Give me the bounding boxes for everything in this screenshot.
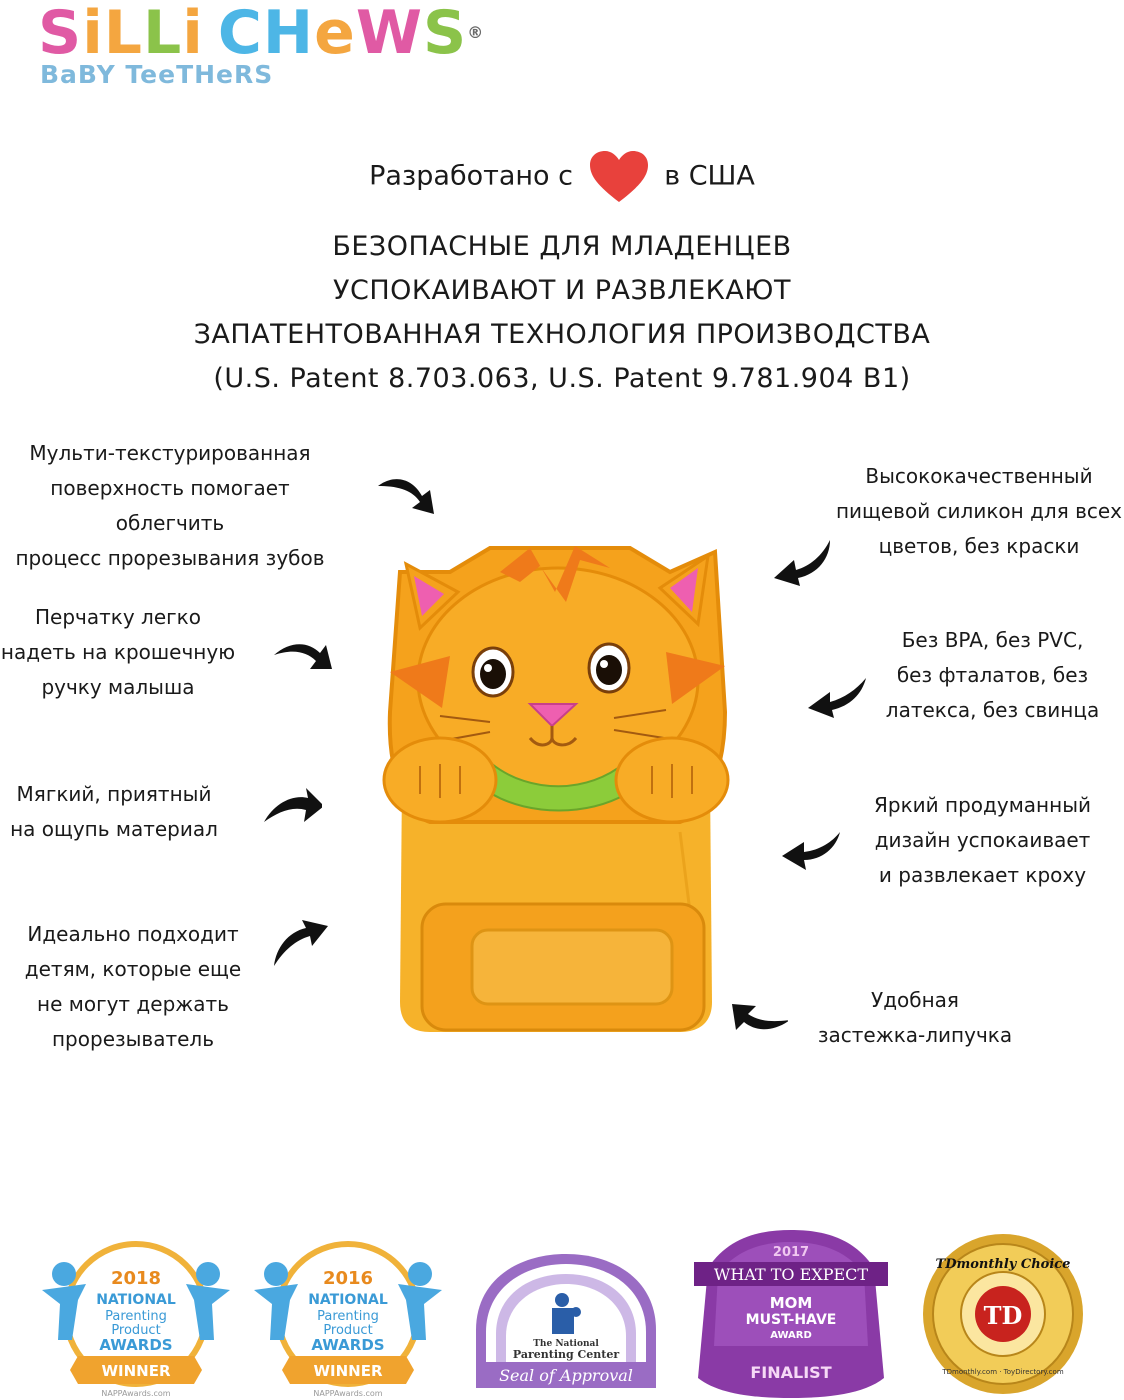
feature-line: поверхность помогает облегчить — [50, 476, 290, 535]
feature-line: ручку малыша — [41, 675, 195, 699]
badge-line: NATIONAL — [308, 1292, 388, 1308]
teething-mitten-image — [380, 532, 730, 1037]
feature-line: застежка-липучка — [817, 1023, 1013, 1047]
feature-line: Яркий продуманный — [874, 793, 1091, 817]
badge-line: AWARDS — [99, 1336, 173, 1354]
badge-center: TD — [983, 1301, 1023, 1330]
badge-line: MUST-HAVE — [745, 1312, 837, 1328]
badge-ribbon: WINNER — [313, 1362, 383, 1380]
logo-letter: e — [314, 0, 356, 68]
badge-line: WHAT TO EXPECT — [713, 1265, 869, 1284]
logo-title — [38, 0, 467, 66]
key-benefits — [0, 225, 1124, 401]
feature-multi-texture — [0, 436, 340, 576]
heart-icon — [588, 150, 650, 204]
feature-line: без фталатов, без — [896, 663, 1089, 687]
badge-line: Product — [111, 1323, 161, 1338]
logo-letter: H — [262, 0, 315, 68]
feature-line: пищевой силикон для всех — [835, 499, 1123, 523]
benefit-line: УСПОКАИВАЮТ И РАЗВЛЕКАЮТ — [333, 275, 791, 306]
feature-line: не могут держать — [37, 992, 229, 1016]
feature-line: Без BPA, без PVC, — [901, 628, 1084, 652]
feature-line: процесс прорезывания зубов — [15, 546, 325, 570]
feature-line: Перчатку легко — [35, 605, 201, 629]
feature-line: детям, которые еще — [24, 957, 242, 981]
badge-ribbon: FINALIST — [750, 1363, 832, 1382]
logo-letter: W — [355, 0, 423, 68]
curved-arrow-icon — [272, 920, 332, 966]
badge-year: 2016 — [322, 1268, 374, 1289]
feature-line: на ощупь материал — [10, 817, 218, 841]
logo-letter: S — [423, 0, 468, 68]
badge-footer: NAPPAwards.com — [101, 1389, 171, 1398]
feature-bright-design — [860, 788, 1105, 893]
logo-letter: C — [217, 0, 263, 68]
made-prefix: Разработано с — [369, 160, 574, 192]
feature-ideal-for — [18, 917, 248, 1057]
tdmonthly-seal — [918, 1232, 1088, 1396]
brand-logo — [38, 0, 484, 66]
feature-bpa-free — [870, 623, 1115, 728]
feature-line: цветов, без краски — [878, 534, 1080, 558]
logo-registered: ® — [467, 23, 485, 42]
curved-arrow-icon — [772, 540, 832, 586]
badge-footer: TDmonthly.com · ToyDirectory.com — [942, 1368, 1064, 1376]
made-with-love — [0, 150, 1124, 204]
feature-line: Удобная — [871, 988, 959, 1012]
badge-year: 2018 — [110, 1268, 162, 1289]
badge-ribbon: WINNER — [101, 1362, 171, 1380]
badge-line: Product — [323, 1323, 373, 1338]
made-suffix: в США — [664, 160, 755, 192]
feature-line: Мягкий, приятный — [16, 782, 212, 806]
curved-arrow-icon — [272, 633, 332, 679]
badge-line: AWARDS — [311, 1336, 385, 1354]
curved-arrow-icon — [376, 470, 436, 516]
logo-letter: i — [82, 0, 104, 68]
feature-line: дизайн успокаивает — [874, 828, 1091, 852]
curved-arrow-icon — [806, 674, 866, 720]
patent-line: (U.S. Patent 8.703.063, U.S. Patent 9.781.904 B1) — [213, 363, 911, 394]
curved-arrow-icon — [782, 826, 842, 872]
badge-line: AWARD — [770, 1330, 812, 1341]
award-badge-2018 — [38, 1240, 234, 1400]
curved-arrow-icon — [728, 992, 788, 1038]
feature-easy-on — [0, 600, 236, 705]
logo-letter: L — [103, 0, 144, 68]
badge-ribbon: Seal of Approval — [499, 1366, 633, 1385]
feature-line: латекса, без свинца — [885, 698, 1100, 722]
curved-arrow-icon — [262, 784, 322, 830]
badge-year: 2017 — [772, 1245, 810, 1260]
award-badge-2016 — [250, 1240, 446, 1400]
logo-letter: S — [38, 0, 83, 68]
parenting-center-seal — [468, 1250, 664, 1390]
feature-line: и развлекает кроху — [878, 863, 1087, 887]
feature-line: прорезыватель — [51, 1027, 214, 1051]
feature-line: Мульти-текстурированная — [29, 441, 311, 465]
badge-line: Parenting Center — [512, 1348, 620, 1361]
badge-line: The National — [533, 1339, 599, 1349]
feature-velcro — [810, 983, 1020, 1053]
badge-line: NATIONAL — [96, 1292, 176, 1308]
feature-soft-material — [0, 777, 228, 847]
feature-line: Высококачественный — [865, 464, 1093, 488]
feature-line: надеть на крошечную — [0, 640, 236, 664]
badge-line: TDmonthly Choice — [935, 1257, 1071, 1272]
badge-line: MOM — [769, 1294, 813, 1312]
logo-subtitle: BaBY TeeTHeRS — [40, 60, 274, 89]
logo-letter: L — [143, 0, 183, 68]
feature-line: Идеально подходит — [27, 922, 239, 946]
logo-letter: i — [182, 0, 204, 68]
badge-footer: NAPPAwards.com — [313, 1389, 383, 1398]
what-to-expect-badge — [688, 1228, 894, 1398]
badge-line: Parenting — [105, 1309, 167, 1324]
benefit-line: ЗАПАТЕНТОВАННАЯ ТЕХНОЛОГИЯ ПРОИЗВОДСТВА — [193, 319, 931, 350]
badge-line: Parenting — [317, 1309, 379, 1324]
feature-food-grade — [834, 459, 1124, 564]
benefit-line: БЕЗОПАСНЫЕ ДЛЯ МЛАДЕНЦЕВ — [332, 231, 792, 262]
